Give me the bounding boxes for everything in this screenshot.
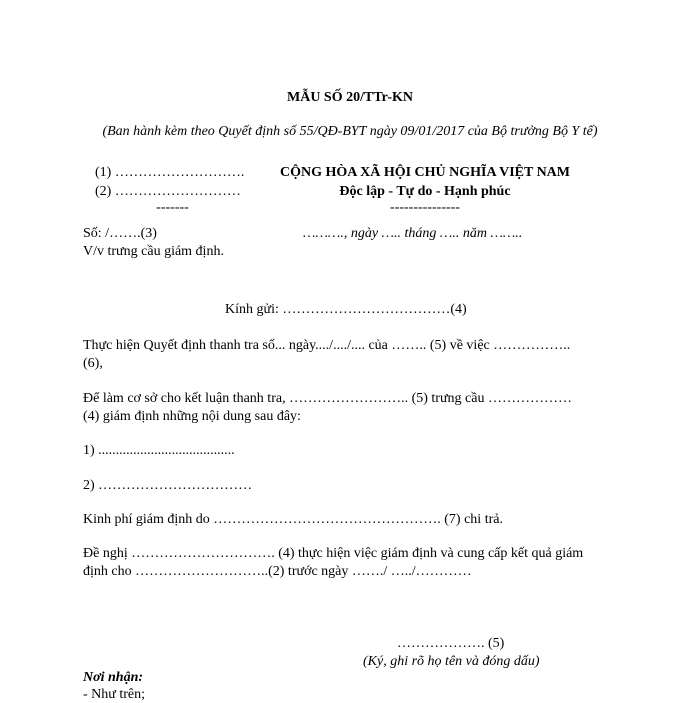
request-line2: định cho ………………………..(2) trước ngày ……./ …../………… xyxy=(83,564,472,579)
signature-note: (Ký, ghi rõ họ tên và đóng dấu) xyxy=(363,654,540,669)
left-underline: ------- xyxy=(156,200,189,215)
right-underline: --------------- xyxy=(390,200,460,215)
request-line1: Đề nghị …………………………. (4) thực hiện việc giám định và cung cấp kết quả giám xyxy=(83,546,584,561)
para1-line1: Thực hiện Quyết định thanh tra số... ngày..../..../.... của …….. (5) về việc …………….. xyxy=(83,338,571,353)
national-motto: Độc lập - Tự do - Hạnh phúc xyxy=(339,184,511,199)
recipients-item: - Như trên; xyxy=(83,687,146,702)
signature-line: ………………. (5) xyxy=(397,636,505,651)
item-2: 2) …………………………… xyxy=(83,478,253,493)
country-name: CỘNG HÒA XÃ HỘI CHỦ NGHĨA VIỆT NAM xyxy=(279,165,570,180)
subject-line: V/v trưng cầu giám định. xyxy=(83,244,224,259)
agency-line-1: (1) ………………………. xyxy=(95,165,245,180)
para2-line2: (4) giám định những nội dung sau đây: xyxy=(83,409,301,424)
para1-line2: (6), xyxy=(83,356,103,371)
date-line: ………., ngày ….. tháng ….. năm …….. xyxy=(303,226,523,241)
document-number: Số: /…….(3) xyxy=(83,226,157,241)
form-number: MẪU SỐ 20/TTr-KN xyxy=(287,90,413,105)
recipients-title: Nơi nhận: xyxy=(83,670,144,685)
item-1: 1) ....................................... xyxy=(83,443,235,458)
agency-line-2: (2) ……………………… xyxy=(95,184,241,199)
issued-by-note: (Ban hành kèm theo Quyết định số 55/QĐ-BYT ngày 09/01/2017 của Bộ trưởng Bộ Y tế) xyxy=(102,124,598,139)
recipient-line: Kính gửi: ………………………………(4) xyxy=(225,302,467,317)
fee-line: Kinh phí giám định do …………………………………………. (7) chi trả. xyxy=(83,512,503,527)
para2-line1: Để làm cơ sở cho kết luận thanh tra, …………………….. (5) trưng cầu ……………… xyxy=(83,391,572,406)
